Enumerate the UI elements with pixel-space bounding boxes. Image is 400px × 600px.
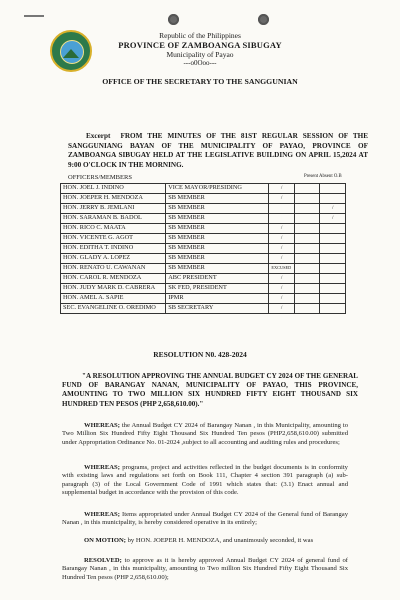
member-name: HON. JERRY B. JEMLANI: [61, 204, 166, 214]
member-name: HON. GLADY A. LOPEZ: [61, 254, 166, 264]
roster-row: [61, 234, 346, 244]
ob-mark: [320, 254, 346, 264]
ob-mark: [320, 184, 346, 194]
member-name: HON. RENATO U. CAWANAN: [61, 264, 166, 274]
present-mark: /: [269, 244, 295, 254]
absent-mark: [294, 214, 320, 224]
motion-paragraph: [62, 537, 348, 545]
member-name: HON. VICENTE G. AGOT: [61, 234, 166, 244]
para-lead: WHEREAS;: [84, 464, 120, 471]
para-text: to approve as it is hereby approved Annual Budget CY 2024 of general fund of Barangay Nanan , in this municipality, amounting to Two million Six Hundred Fifty Eight Thousand Six Hundred Ten pesos (PHP 2,658,610.00);: [62, 557, 349, 581]
punch-hole-left: [168, 14, 179, 25]
para-lead: WHEREAS;: [84, 422, 120, 429]
present-mark: EXCUSED: [269, 264, 295, 274]
member-name: SEC. EVANGELINE O. OREDIMO: [61, 304, 166, 314]
member-name: HON. RICO C. MAATA: [61, 224, 166, 234]
whereas-paragraph-2: [62, 464, 348, 497]
absent-mark: [294, 254, 320, 264]
member-position: SB MEMBER: [166, 224, 269, 234]
absent-mark: [294, 234, 320, 244]
ob-mark: [320, 284, 346, 294]
para-text: Items appropriated under Annual Budget CY 2024 of the General fund of Barangay Nanan , in this municipality, is hereby considered operative in its entirely;: [62, 511, 349, 527]
absent-mark: [294, 304, 320, 314]
punch-hole-right: [258, 14, 269, 25]
province-line: PROVINCE OF ZAMBOANGA SIBUGAY: [118, 40, 282, 50]
member-position: SB MEMBER: [166, 244, 269, 254]
present-mark: [269, 204, 295, 214]
ob-mark: /: [320, 214, 346, 224]
para-lead: ON MOTION;: [84, 537, 126, 544]
para-lead: WHEREAS;: [84, 511, 120, 518]
attendance-columns-label: Present Absent O.B: [304, 174, 342, 179]
ob-mark: [320, 264, 346, 274]
ob-mark: [320, 294, 346, 304]
roster-row: [61, 214, 346, 224]
absent-mark: [294, 294, 320, 304]
ob-mark: [320, 224, 346, 234]
member-position: SB SECRETARY: [166, 304, 269, 314]
present-mark: /: [269, 184, 295, 194]
ob-mark: [320, 234, 346, 244]
roster-row: [61, 264, 346, 274]
resolution-number: RESOLUTION N0. 428-2024: [153, 350, 247, 359]
attendance-table: [60, 183, 346, 314]
municipality-line: Municipality of Payao: [166, 50, 234, 59]
roster-row: [61, 244, 346, 254]
roster-row: [61, 204, 346, 214]
member-position: VICE MAYOR/PRESIDING: [166, 184, 269, 194]
absent-mark: [294, 194, 320, 204]
member-position: SB MEMBER: [166, 264, 269, 274]
absent-mark: [294, 244, 320, 254]
whereas-paragraph-1: [62, 422, 348, 447]
present-mark: /: [269, 304, 295, 314]
roster-row: [61, 294, 346, 304]
excerpt-lead: Excerpt: [86, 132, 111, 140]
member-name: HON. AMEL A. SAPIE: [61, 294, 166, 304]
resolution-title: "A RESOLUTION APPROVING THE ANNUAL BUDGET CY 2024 OF THE GENERAL FUND OF BARANGAY NANAN, MUNICIPALITY OF PAYAO, THIS PROVINCE, AMOUNTING TO TWO MILLION SIX HUNDRED FIFTY EIGHT THOUSAND SIX HUNDRED TEN PESOS (PHP 2,658,610.00).": [62, 372, 358, 408]
member-position: ABC PRESIDENT: [166, 274, 269, 284]
absent-mark: [294, 274, 320, 284]
absent-mark: [294, 284, 320, 294]
ob-mark: [320, 244, 346, 254]
member-position: SB MEMBER: [166, 194, 269, 204]
roster-row: [61, 274, 346, 284]
ob-mark: /: [320, 204, 346, 214]
member-position: SB MEMBER: [166, 254, 269, 264]
member-name: HON. JOEL J. INDINO: [61, 184, 166, 194]
member-name: HON. EDITHA T. INDINO: [61, 244, 166, 254]
present-mark: /: [269, 284, 295, 294]
present-mark: /: [269, 234, 295, 244]
present-mark: /: [269, 194, 295, 204]
member-name: HON. CAROL R. MENDOZA: [61, 274, 166, 284]
excerpt-paragraph: [68, 132, 368, 170]
member-position: SB MEMBER: [166, 214, 269, 224]
header-separator: ---o0Ooo---: [183, 59, 217, 67]
member-position: SB MEMBER: [166, 234, 269, 244]
present-mark: /: [269, 254, 295, 264]
ob-mark: [320, 304, 346, 314]
whereas-paragraph-3: [62, 511, 348, 528]
absent-mark: [294, 224, 320, 234]
para-text: programs, project and activities reflected in the budget documents is in conformity with existing laws and regulations set forth on Book 111, Chapter 4 section 391 paragraph (a) sub-paragraph (3) of the Local Government Code of 1991 which states that: (3.1) Enact annual and supplemental budget in accordance with the provision of this code.: [62, 464, 348, 496]
member-name: HON. JUDY MARK D. CABRERA: [61, 284, 166, 294]
member-name: HON. JOEPER H. MENDOZA: [61, 194, 166, 204]
para-text: the Annual Budget CY 2024 of Barangay Nanan , in this Municipality, amounting to Two Million Six Hundred Fifty Eight Thousand Six Hundred Ten pesos (PHP2,658,610.00) submitted under Appropriation Ordinance No. 01-2024 ,subject to all accounting and auditing rules and procedures;: [62, 422, 348, 446]
member-position: SB MEMBER: [166, 204, 269, 214]
member-position: SK FED, PRESIDENT: [166, 284, 269, 294]
margin-mark: [24, 15, 44, 17]
present-mark: /: [269, 224, 295, 234]
roster-row: [61, 184, 346, 194]
ob-mark: [320, 194, 346, 204]
absent-mark: [294, 264, 320, 274]
member-position: IPMR: [166, 294, 269, 304]
roster-row: [61, 224, 346, 234]
para-text: by HON. JOEPER H. MENDOZA, and unanimously seconded, it was: [127, 537, 314, 544]
roster-row: [61, 194, 346, 204]
roster-row: [61, 254, 346, 264]
office-title: OFFICE OF THE SECRETARY TO THE SANGGUNIAN: [102, 77, 298, 86]
present-mark: [269, 214, 295, 224]
absent-mark: [294, 184, 320, 194]
roster-heading: OFFICERS/MEMBERS: [68, 174, 132, 181]
absent-mark: [294, 204, 320, 214]
present-mark: /: [269, 294, 295, 304]
para-lead: RESOLVED;: [84, 557, 122, 564]
excerpt-text: FROM THE MINUTES OF THE 81ST REGULAR SESSION OF THE SANGGUNIANG BAYAN OF THE MUNICIPALITY OF PAYAO, PROVINCE OF ZAMBOANGA SIBUGAY HELD AT THE LEGISLATIVE BUILDING ON APRIL 15,2024 AT 9:00 O'CLOCK IN THE MORNING.: [68, 132, 369, 169]
resolved-paragraph: [62, 557, 348, 582]
roster-row: [61, 304, 346, 314]
ob-mark: [320, 274, 346, 284]
roster-row: [61, 284, 346, 294]
member-name: HON. SARAMAN B. BADOL: [61, 214, 166, 224]
republic-line: Republic of the Philippines: [159, 31, 241, 40]
present-mark: /: [269, 274, 295, 284]
